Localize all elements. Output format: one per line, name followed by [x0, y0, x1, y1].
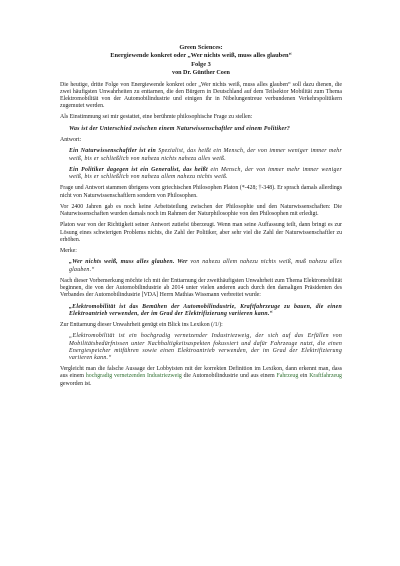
scientist-definition-lead: Ein Naturwissenschaftler ist ein: [69, 148, 157, 155]
lexikon-quote: „Elektromobilität ist ein hochgradig vernetzender Industriezweig, der sich auf das Erfüllen von Mobilitätsbedürfnissen unter Nachhaltigkeitsaspekten fokussiert und dafür Fahrzeuge nutzt, die einen Energiespeicher mitführen sowie einen Elektroantrieb verwenden, der im Grad der Elektrifizierung variieren kann.“: [69, 333, 342, 361]
politician-definition: [69, 167, 342, 181]
merke-quote-rest: von nahezu allem nahezu nichts weiß, muß nahezu alles glauben.“: [69, 259, 342, 273]
comparison-paragraph: [60, 366, 342, 387]
lexikon-intro: Zur Enttarnung dieser Unwahrheit genügt ein Blick ins Lexikon (/1/):: [60, 322, 223, 329]
comparison-text-g: geworden ist.: [60, 380, 92, 387]
merke-label: Merke:: [60, 248, 77, 255]
highlight-industriezweig: hochgradig vernetzenden Industriezweig: [85, 373, 182, 380]
vda-quote: „Elektromobilität ist das Bemühen der Automobilindustrie, Kraftfahrzeuge zu bauen, die einen Elektroantrieb verwenden, der im Grad der Elektrifizierung variieren kann.“: [69, 303, 342, 317]
question-intro: Als Einstimmung sei mir gestattet, eine berühmte philosophische Frage zu stellen:: [60, 114, 253, 121]
answer-label: Antwort:: [60, 137, 82, 144]
untruth-intro-paragraph: Nach dieser Vorbemerkung möchte ich mit der Enttarnung der zweithäufigsten Unwahrheit zum Thema Elektromobilität beginnen, die von der Automobilindustrie ab 2014 unter vielen anderen auch durch den damaligen Präsidenten des Verbandes der Automobilindustrie [VDA] Herrn Mathias Wissmann verbreitet wurde:: [60, 277, 342, 299]
politician-definition-rest: ein Mensch, der von immer mehr immer weniger weiß, bis er schließlich von nahezu allem nahezu nichts weiß.: [69, 166, 342, 181]
history-paragraph: Vor 2400 Jahren gab es noch keine Arbeitsteilung zwischen der Philosophie und den Naturwissenschaften: Die Naturwissenschaften wurden damals noch im Rahmen der Naturphilosophie von den Philosophen mit erledigt.: [60, 203, 342, 218]
comparison-text-a: Vergleicht man die falsche Aussage der Lobbyisten mit der korrekten Definition im Lexikon, dann erkennt man, dass aus einem: [60, 366, 342, 380]
comparison-text-e: ein: [300, 373, 308, 380]
intro-paragraph: Die heutige, dritte Folge von Energiewende konkret oder „Wer nichts weiß, muss alles glauben“ soll dazu dienen, die zwei häufigsten Unwahrheiten zu enttarnen, die den Bürgern in Deutschland auf dem Teilsektor Mobilität zum Thema Elektromobilität von der Automobilindustrie und einigen ihr in Nibelungentreue verbundenen Verkehrspolitikern zugemutet werden.: [60, 81, 342, 110]
scientist-definition-rest: Spezialist, das heißt ein Mensch, der von immer weniger immer mehr weiß, bis er schließlich von nahezu nichts nahezu alles weiß.: [69, 148, 343, 162]
highlight-kraftfahrzeug: Kraftfahrzeug: [309, 373, 342, 380]
highlight-fahrzeug: Fahrzeug: [276, 373, 299, 380]
merke-quote-lead: „Wer nichts weiß, muss alles glauben. Wer: [69, 259, 188, 266]
episode-label: Folge 3: [191, 60, 211, 68]
merke-quote: [69, 259, 342, 273]
article-title: Energiewende konkret oder „Wer nichts weiß, muss alles glauben“: [110, 52, 292, 60]
comparison-text-c: die Automobilindustrie und aus einem: [183, 373, 275, 380]
philosophical-question: Was ist der Unterschied zwischen einem Naturwissenschaftler und einem Politiker?: [69, 125, 291, 132]
author-line: von Dr. Günther Coen: [172, 70, 230, 77]
conclusion-paragraph: Platon war von der Richtigkeit seiner Antwort zutiefst überzeugt. Wenn man seine Auffassung teilt, dann bringt es zur Lösung eines schwierigen Problems nichts, die Zahl der Politiker, aber sehr viel die Zahl der Naturwissenschaftler zu erhöhen.: [60, 222, 342, 243]
politician-definition-lead: Ein Politiker dagegen ist ein Generalist, das heißt: [69, 166, 208, 173]
series-heading: Green Sciences:: [179, 44, 223, 51]
scientist-definition: [69, 148, 342, 162]
platon-paragraph: Frage und Antwort stammen übrigens vom griechischen Philosophen Platon (*-428; †-348). Er sprach damals allerdings nicht von Naturwissenschaftlern sondern von Philosophen.: [60, 185, 342, 199]
